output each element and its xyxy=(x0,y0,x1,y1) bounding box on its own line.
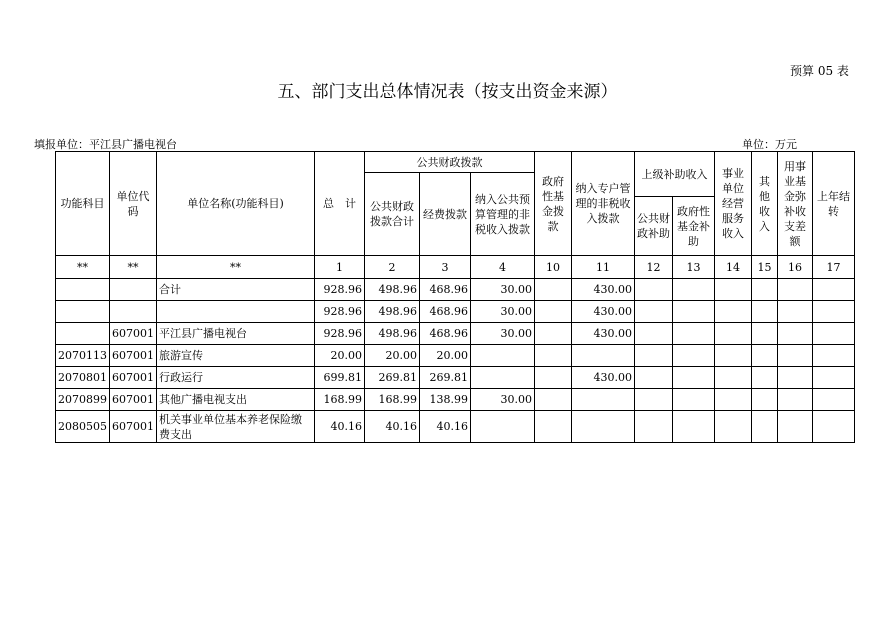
table-cell: 平江县广播电视台 xyxy=(157,323,315,345)
table-cell xyxy=(715,301,752,323)
header-gov-fund: 政府性基金拨款 xyxy=(535,152,572,256)
page-title: 五、部门支出总体情况表（按支出资金来源） xyxy=(277,82,618,102)
table-cell: 30.00 xyxy=(471,279,535,301)
table-cell xyxy=(471,411,535,443)
column-number: ** xyxy=(110,256,157,279)
table-cell xyxy=(572,411,635,443)
table-cell xyxy=(715,323,752,345)
table-cell xyxy=(535,411,572,443)
table-cell: 607001 xyxy=(110,345,157,367)
table-cell xyxy=(778,323,813,345)
table-cell xyxy=(535,279,572,301)
table-cell xyxy=(535,345,572,367)
table-cell xyxy=(673,279,715,301)
table-cell xyxy=(56,279,110,301)
table-row xyxy=(56,411,855,443)
table-cell xyxy=(110,301,157,323)
table-cell: 30.00 xyxy=(471,301,535,323)
column-number: 12 xyxy=(635,256,673,279)
expenditure-table xyxy=(55,151,855,443)
table-cell xyxy=(572,389,635,411)
table-cell xyxy=(635,411,673,443)
table-cell: 607001 xyxy=(110,367,157,389)
table-cell xyxy=(635,279,673,301)
table-row xyxy=(56,301,855,323)
table-cell xyxy=(813,389,855,411)
table-cell xyxy=(157,301,315,323)
table-cell: 2070801 xyxy=(56,367,110,389)
column-number: 1 xyxy=(315,256,365,279)
table-cell xyxy=(635,345,673,367)
column-number: 4 xyxy=(471,256,535,279)
header-us-gov: 政府性基金补助 xyxy=(673,197,715,256)
table-cell xyxy=(535,301,572,323)
table-cell xyxy=(813,345,855,367)
table-cell: 机关事业单位基本养老保险缴费支出 xyxy=(157,411,315,443)
header-other: 其他收入 xyxy=(752,152,778,256)
column-number: 17 xyxy=(813,256,855,279)
table-cell: 498.96 xyxy=(365,279,420,301)
table-cell xyxy=(752,411,778,443)
column-number: 2 xyxy=(365,256,420,279)
table-cell: 20.00 xyxy=(315,345,365,367)
header-unit-name: 单位名称(功能科目) xyxy=(157,152,315,256)
table-row xyxy=(56,323,855,345)
table-cell xyxy=(778,367,813,389)
table-cell: 928.96 xyxy=(315,301,365,323)
table-cell: 498.96 xyxy=(365,323,420,345)
table-cell: 468.96 xyxy=(420,301,471,323)
table-cell: 2080505 xyxy=(56,411,110,443)
table-cell xyxy=(673,411,715,443)
table-cell xyxy=(715,367,752,389)
table-cell: 168.99 xyxy=(315,389,365,411)
header-total: 总 计 xyxy=(315,152,365,256)
table-cell xyxy=(813,301,855,323)
table-cell xyxy=(535,389,572,411)
fill-unit: 填报单位：平江县广播电视台 xyxy=(34,138,177,151)
column-number: 3 xyxy=(420,256,471,279)
header-upper-subsidy: 上级补助收入 xyxy=(635,152,715,197)
header-pf-total: 公共财政拨款合计 xyxy=(365,173,420,256)
table-cell: 430.00 xyxy=(572,301,635,323)
table-cell xyxy=(778,389,813,411)
table-cell xyxy=(56,323,110,345)
column-number: ** xyxy=(56,256,110,279)
table-cell: 20.00 xyxy=(365,345,420,367)
table-cell: 607001 xyxy=(110,389,157,411)
column-number: 10 xyxy=(535,256,572,279)
table-cell xyxy=(110,279,157,301)
table-cell xyxy=(715,389,752,411)
table-cell xyxy=(635,389,673,411)
table-cell: 30.00 xyxy=(471,323,535,345)
table-cell: 138.99 xyxy=(420,389,471,411)
table-cell: 430.00 xyxy=(572,279,635,301)
table-cell xyxy=(778,279,813,301)
column-number: ** xyxy=(157,256,315,279)
table-cell xyxy=(635,301,673,323)
header-unit-code: 单位代码 xyxy=(110,152,157,256)
table-cell: 行政运行 xyxy=(157,367,315,389)
table-row xyxy=(56,345,855,367)
table-cell: 2070113 xyxy=(56,345,110,367)
header-pf-nontax: 纳入公共预算管理的非税收入拨款 xyxy=(471,173,535,256)
table-cell xyxy=(673,301,715,323)
table-cell xyxy=(752,345,778,367)
table-cell xyxy=(752,389,778,411)
table-cell: 928.96 xyxy=(315,323,365,345)
table-cell xyxy=(673,323,715,345)
table-cell xyxy=(752,279,778,301)
table-cell: 40.16 xyxy=(315,411,365,443)
table-cell: 468.96 xyxy=(420,323,471,345)
table-cell xyxy=(471,367,535,389)
column-number: 13 xyxy=(673,256,715,279)
table-cell: 269.81 xyxy=(365,367,420,389)
header-row-1 xyxy=(56,152,855,173)
table-cell: 20.00 xyxy=(420,345,471,367)
table-cell xyxy=(715,279,752,301)
column-number: 11 xyxy=(572,256,635,279)
table-cell xyxy=(715,411,752,443)
table-cell: 607001 xyxy=(110,323,157,345)
table-cell xyxy=(813,279,855,301)
table-cell: 607001 xyxy=(110,411,157,443)
table-cell xyxy=(673,389,715,411)
table-cell: 168.99 xyxy=(365,389,420,411)
table-cell: 928.96 xyxy=(315,279,365,301)
header-func-code: 功能科目 xyxy=(56,152,110,256)
header-us-public: 公共财政补助 xyxy=(635,197,673,256)
table-cell: 430.00 xyxy=(572,323,635,345)
table-row xyxy=(56,279,855,301)
table-cell: 40.16 xyxy=(420,411,471,443)
table-cell xyxy=(673,345,715,367)
column-number: 15 xyxy=(752,256,778,279)
table-cell: 699.81 xyxy=(315,367,365,389)
table-cell: 旅游宣传 xyxy=(157,345,315,367)
table-cell xyxy=(752,301,778,323)
table-cell xyxy=(778,345,813,367)
table-cell xyxy=(813,367,855,389)
table-cell xyxy=(535,367,572,389)
table-cell: 合计 xyxy=(157,279,315,301)
header-makeup: 用事业基金弥补收支差额 xyxy=(778,152,813,256)
table-cell: 40.16 xyxy=(365,411,420,443)
header-business: 事业单位经营服务收入 xyxy=(715,152,752,256)
table-cell xyxy=(813,323,855,345)
table-cell xyxy=(635,323,673,345)
table-row xyxy=(56,389,855,411)
table-cell xyxy=(572,345,635,367)
header-pf-fund: 经费拨款 xyxy=(420,173,471,256)
header-special-nontax: 纳入专户管理的非税收入拨款 xyxy=(572,152,635,256)
table-cell: 269.81 xyxy=(420,367,471,389)
table-cell xyxy=(778,301,813,323)
table-cell xyxy=(752,367,778,389)
money-unit: 单位：万元 xyxy=(742,138,797,151)
column-number-row xyxy=(56,256,855,279)
table-cell xyxy=(752,323,778,345)
header-carryover: 上年结转 xyxy=(813,152,855,256)
table-row xyxy=(56,367,855,389)
table-cell: 498.96 xyxy=(365,301,420,323)
table-cell xyxy=(715,345,752,367)
table-cell xyxy=(813,411,855,443)
table-cell: 468.96 xyxy=(420,279,471,301)
form-number: 预算 05 表 xyxy=(790,64,849,78)
column-number: 14 xyxy=(715,256,752,279)
table-cell: 其他广播电视支出 xyxy=(157,389,315,411)
table-cell xyxy=(471,345,535,367)
table-cell xyxy=(778,411,813,443)
table-cell xyxy=(535,323,572,345)
column-number: 16 xyxy=(778,256,813,279)
table-cell: 2070899 xyxy=(56,389,110,411)
header-public-finance: 公共财政拨款 xyxy=(365,152,535,173)
table-cell: 30.00 xyxy=(471,389,535,411)
table-cell: 430.00 xyxy=(572,367,635,389)
table-cell xyxy=(56,301,110,323)
table-cell xyxy=(635,367,673,389)
table-cell xyxy=(673,367,715,389)
